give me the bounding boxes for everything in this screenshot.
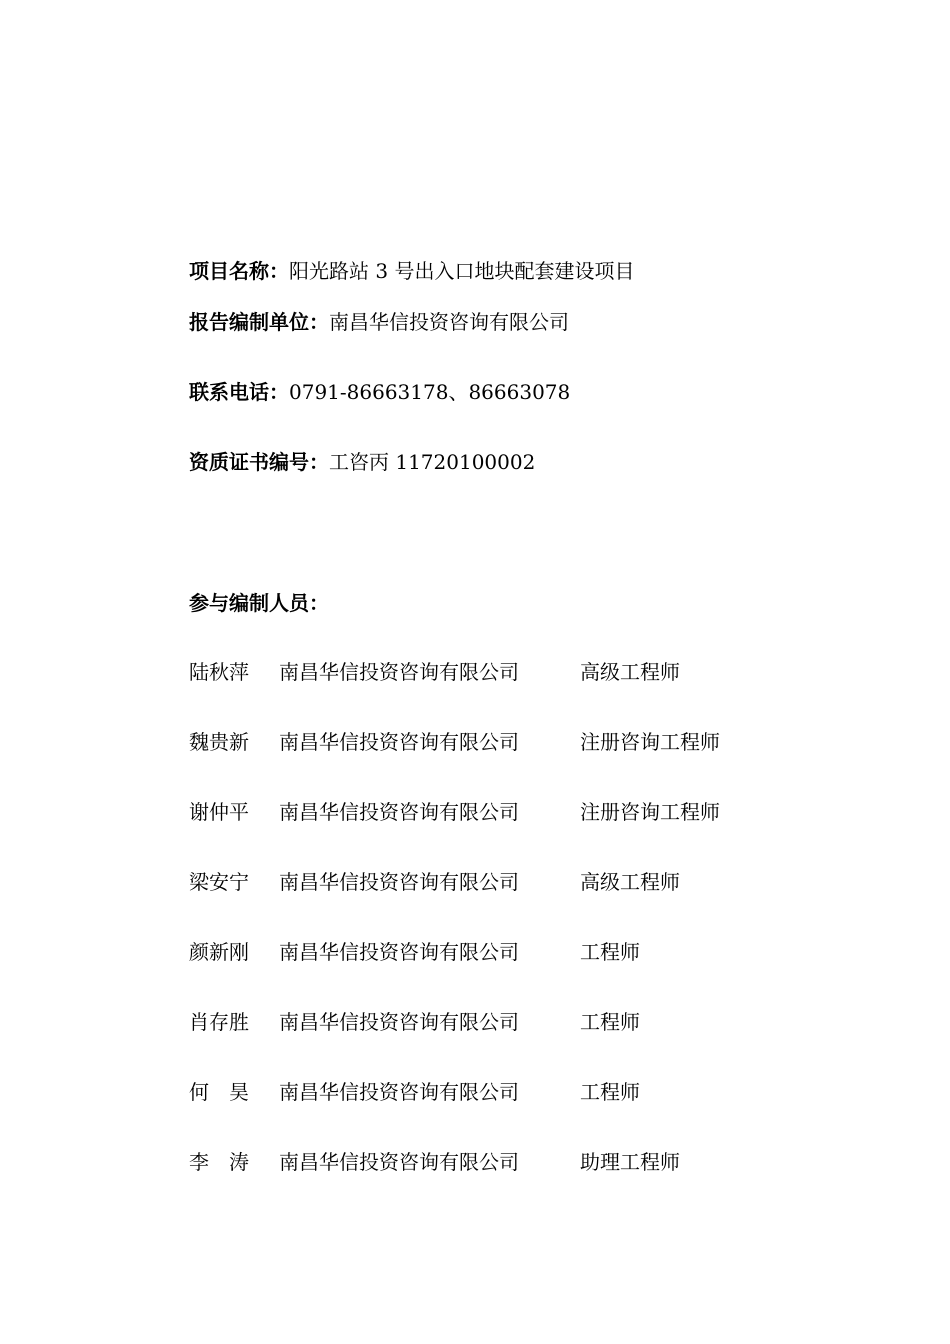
certificate-value: 工咨丙 11720100002 <box>329 450 536 474</box>
staff-name: 陆秋萍 <box>189 660 249 684</box>
staff-company: 南昌华信投资咨询有限公司 <box>279 800 519 824</box>
staff-title: 注册咨询工程师 <box>580 730 720 754</box>
certificate-line <box>189 450 535 474</box>
phone-label: 联系电话： <box>189 380 289 404</box>
staff-name: 魏贵新 <box>189 730 249 754</box>
project-name-label: 项目名称： <box>189 259 289 283</box>
staff-company: 南昌华信投资咨询有限公司 <box>279 1150 519 1174</box>
report-unit-label: 报告编制单位： <box>189 310 329 334</box>
staff-title: 高级工程师 <box>580 870 680 894</box>
staff-title: 助理工程师 <box>580 1150 680 1174</box>
staff-company: 南昌华信投资咨询有限公司 <box>279 1010 519 1034</box>
staff-name: 梁安宁 <box>189 870 249 894</box>
staff-title: 工程师 <box>580 1010 640 1034</box>
staff-company: 南昌华信投资咨询有限公司 <box>279 730 519 754</box>
staff-title: 工程师 <box>580 940 640 964</box>
staff-company: 南昌华信投资咨询有限公司 <box>279 1080 519 1104</box>
staff-name: 谢仲平 <box>189 800 249 824</box>
project-name-line <box>189 259 634 283</box>
staff-title: 工程师 <box>580 1080 640 1104</box>
phone-line <box>189 380 570 404</box>
report-unit-line <box>189 310 569 334</box>
certificate-label: 资质证书编号： <box>189 450 329 474</box>
project-name-value: 阳光路站 3 号出入口地块配套建设项目 <box>289 259 635 283</box>
staff-company: 南昌华信投资咨询有限公司 <box>279 660 519 684</box>
staff-company: 南昌华信投资咨询有限公司 <box>279 870 519 894</box>
staff-title: 高级工程师 <box>580 660 680 684</box>
staff-name: 肖存胜 <box>189 1010 249 1034</box>
staff-name: 颜新刚 <box>189 940 249 964</box>
report-unit-value: 南昌华信投资咨询有限公司 <box>329 310 569 334</box>
staff-company: 南昌华信投资咨询有限公司 <box>279 940 519 964</box>
staff-name: 何 昊 <box>189 1080 249 1104</box>
staff-heading: 参与编制人员： <box>189 591 329 615</box>
staff-title: 注册咨询工程师 <box>580 800 720 824</box>
staff-name: 李 涛 <box>189 1150 249 1174</box>
phone-value: 0791-86663178、86663078 <box>289 380 571 404</box>
